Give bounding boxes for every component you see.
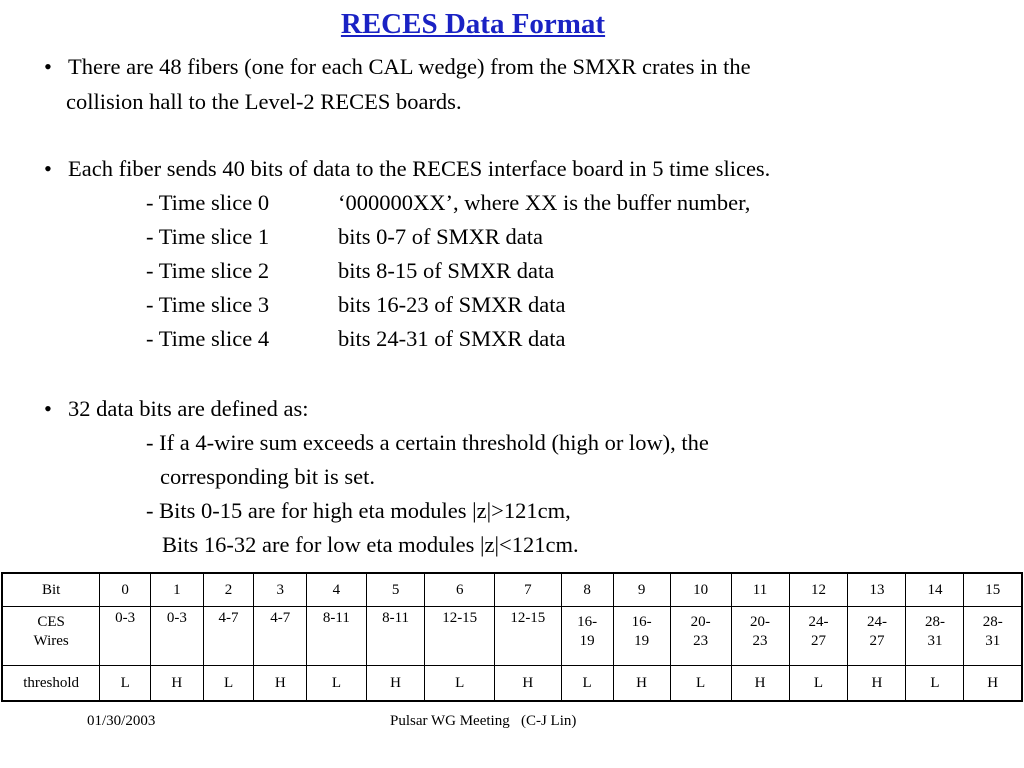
bullet-3-line-5: Bits 16-32 are for low eta modules |z|<121cm. [162, 532, 579, 557]
table-cell: H [848, 666, 906, 702]
table-cell: 0 [100, 573, 151, 607]
time-slice-label: - Time slice 1 [146, 224, 270, 249]
table-row [2, 573, 1022, 607]
table-cell: H [366, 666, 425, 702]
bullet-3-line-1: 32 data bits are defined as: [68, 396, 309, 421]
bullet-3-line-3: corresponding bit is set. [160, 464, 375, 489]
table-cell: 8-11 [366, 607, 425, 666]
table-cell: H [964, 666, 1022, 702]
table-cell: 15 [964, 573, 1022, 607]
table-cell: 3 [254, 573, 307, 607]
table-cell: L [789, 666, 848, 702]
bullet-2-line-1: Each fiber sends 40 bits of data to the RECES interface board in 5 time slices. [68, 156, 771, 181]
table-cell: H [613, 666, 670, 702]
table-cell: 28-31 [964, 607, 1022, 666]
table-cell: 6 [425, 573, 495, 607]
table-cell: 10 [670, 573, 731, 607]
bullet-3-line-2: - If a 4-wire sum exceeds a certain threshold (high or low), the [146, 430, 709, 455]
table-cell: L [425, 666, 495, 702]
table-cell: 14 [906, 573, 964, 607]
table-cell: H [731, 666, 789, 702]
time-slice-desc: bits 0-7 of SMXR data [338, 224, 543, 249]
time-slice-desc: bits 8-15 of SMXR data [338, 258, 555, 283]
table-cell: 4 [307, 573, 367, 607]
table-cell: 0-3 [100, 607, 151, 666]
table-cell: H [254, 666, 307, 702]
table-cell: H [495, 666, 562, 702]
table-cell: 20-23 [670, 607, 731, 666]
table-cell: H [151, 666, 204, 702]
table-cell: 8-11 [307, 607, 367, 666]
bullet-3-line-4: - Bits 0-15 are for high eta modules |z|>121cm, [146, 498, 571, 523]
table-cell: 4-7 [254, 607, 307, 666]
table-cell: L [307, 666, 367, 702]
table-row [2, 607, 1022, 666]
page-title: RECES Data Format [340, 8, 606, 40]
footer-meeting: Pulsar WG Meeting (C-J Lin) [390, 713, 577, 729]
table-cell: 5 [366, 573, 425, 607]
table-cell: L [906, 666, 964, 702]
table-cell: 0-3 [151, 607, 204, 666]
bullet-1-line-2: collision hall to the Level-2 RECES boards. [66, 89, 462, 114]
table-cell: 12-15 [425, 607, 495, 666]
table-cell: 12-15 [495, 607, 562, 666]
time-slice-label: - Time slice 2 [146, 258, 270, 283]
footer-date: 01/30/2003 [87, 713, 156, 729]
row-header-bit: Bit [2, 573, 100, 607]
row-header-ces-wires: CES Wires [2, 607, 100, 666]
table-cell: 28-31 [906, 607, 964, 666]
table-cell: 2 [203, 573, 254, 607]
time-slice-desc: bits 24-31 of SMXR data [338, 326, 566, 351]
table-cell: 1 [151, 573, 204, 607]
bullet-icon: • [44, 396, 52, 421]
bullet-icon: • [44, 54, 52, 79]
table-cell: 24-27 [789, 607, 848, 666]
table-cell: L [203, 666, 254, 702]
time-slice-label: - Time slice 0 [146, 190, 270, 215]
table-cell: 11 [731, 573, 789, 607]
table-cell: 12 [789, 573, 848, 607]
time-slice-desc: ‘000000XX’, where XX is the buffer number, [338, 190, 751, 215]
table-cell: L [561, 666, 613, 702]
table-cell: L [100, 666, 151, 702]
bullet-icon: • [44, 156, 52, 181]
table-cell: 24-27 [848, 607, 906, 666]
table-cell: L [670, 666, 731, 702]
table-cell: 13 [848, 573, 906, 607]
time-slice-label: - Time slice 4 [146, 326, 270, 351]
time-slice-label: - Time slice 3 [146, 292, 270, 317]
table-cell: 9 [613, 573, 670, 607]
row-header-threshold: threshold [2, 666, 100, 702]
table-cell: 20-23 [731, 607, 789, 666]
table-cell: 8 [561, 573, 613, 607]
table-cell: 7 [495, 573, 562, 607]
bullet-1-line-1: There are 48 fibers (one for each CAL wedge) from the SMXR crates in the [68, 54, 751, 79]
bit-assignment-table [1, 572, 1023, 702]
table-cell: 16-19 [561, 607, 613, 666]
table-cell: 16-19 [613, 607, 670, 666]
table-cell: 4-7 [203, 607, 254, 666]
time-slice-desc: bits 16-23 of SMXR data [338, 292, 566, 317]
table-row [2, 666, 1022, 702]
